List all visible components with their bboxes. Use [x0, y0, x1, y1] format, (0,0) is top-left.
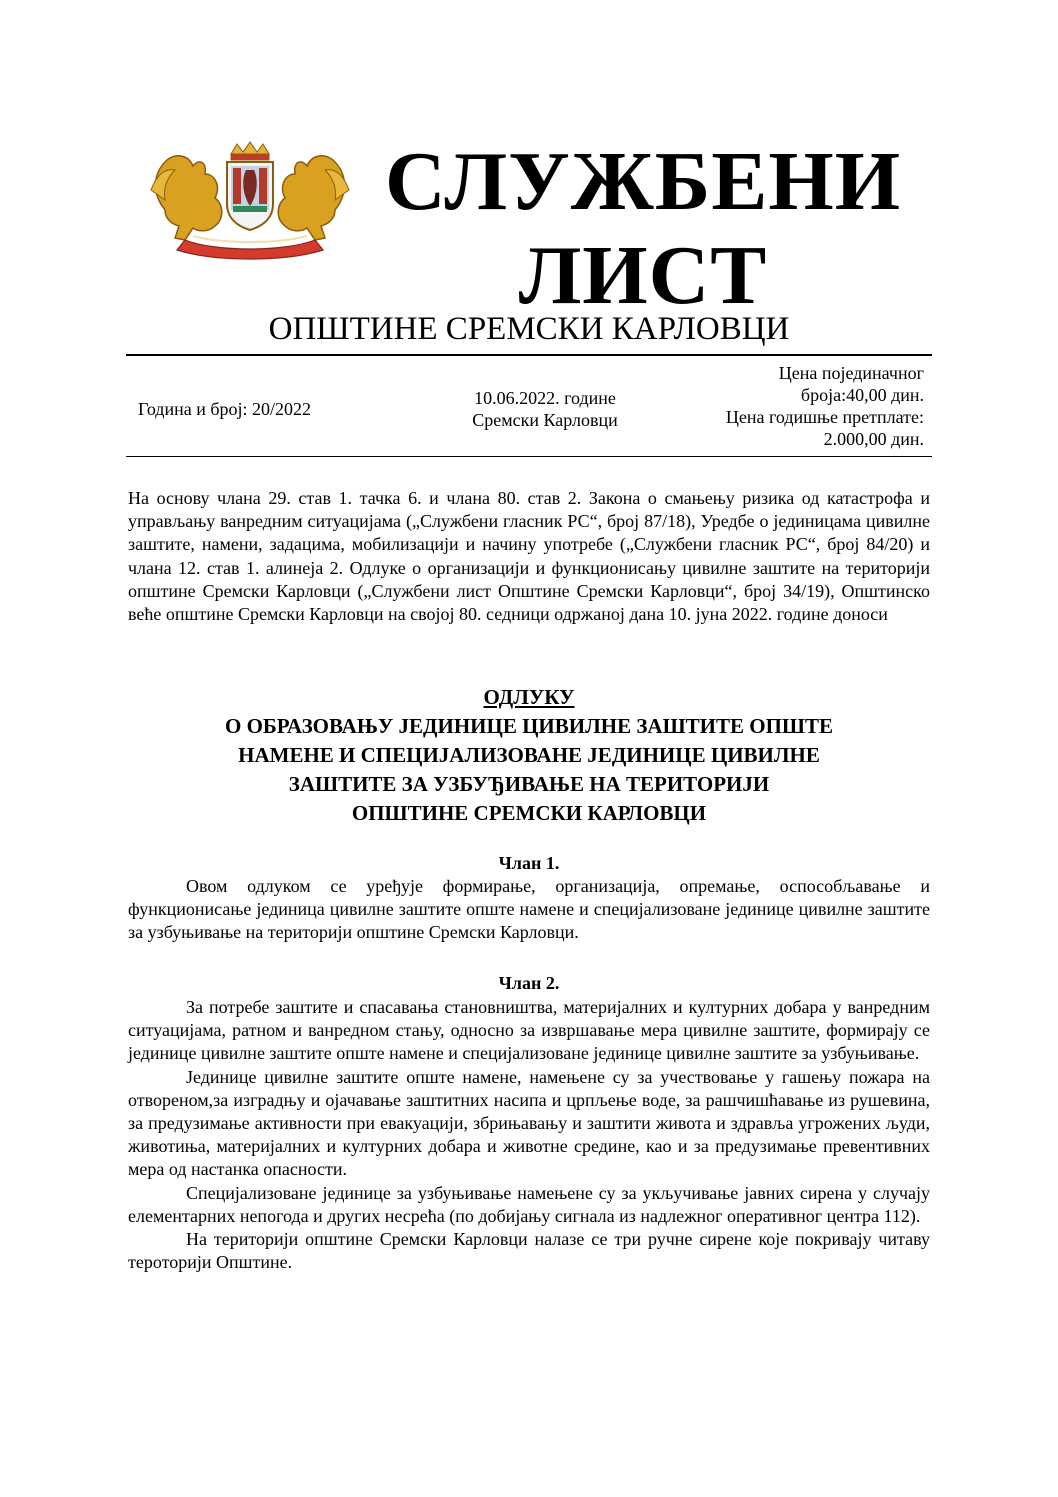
article-1-body — [128, 875, 930, 945]
decision-title-line1: О ОБРАЗОВАЊУ ЈЕДИНИЦЕ ЦИВИЛНЕ ЗАШТИТЕ ОПШТЕ — [224, 714, 833, 738]
header-rule-bottom — [126, 456, 932, 457]
article-1-paragraph: Овом одлуком се уређује формирање, организација, опремање, оспособљавање и функционисање јединица цивилне заштите опште намене и специјализоване јединице цивилне заштите за узбуњивање на територији општине Сремски Карловци. — [128, 876, 930, 943]
article-2-paragraph: Специјализоване јединице за узбуњивање намењене су за укључивање јавних сирена у случају елементарних непогода и других несрећа (по добијању сигнала из надлежног оперативног центра 112). — [128, 1182, 930, 1226]
decision-title-line3: ЗАШТИТЕ ЗА УЗБУЂИВАЊЕ НА ТЕРИТОРИЈИ — [288, 772, 770, 796]
price-annual-line1: Цена годишње претплате: — [725, 407, 924, 427]
decision-title-line4: ОПШТИНЕ СРЕМСКИ КАРЛОВЦИ — [351, 801, 707, 825]
article-2-heading: Члан 2. — [498, 973, 560, 993]
article-2-paragraph: На територији општине Сремски Карловци налазе се три ручне сирене које покривају читаву тероторији Општине. — [128, 1229, 930, 1273]
issue-date: 10.06.2022. године — [474, 388, 616, 408]
issue-place: Сремски Карловци — [472, 410, 618, 430]
article-2-body — [128, 996, 930, 1274]
decision-heading: ОДЛУКУ — [483, 685, 575, 709]
price-single-line2: броја:40,00 дин. — [800, 385, 924, 405]
issue-date-place — [440, 387, 650, 431]
article-1-heading: Члан 1. — [498, 853, 560, 873]
issue-year-number: Година и број: 20/2022 — [138, 399, 312, 419]
preamble-paragraph: На основу члана 29. став 1. тачка 6. и члана 80. став 2. Закона о смањењу ризика од катастрофа и управљању ванредним ситуацијама („Службени гласник РС“, број 87/18), Уредбе о јединицама цивилне заштите, намени, задацима, мобилизацији и начину употребе („Службени гласник РС“, број 84/20) и члана 12. став 1. алинеја 2. Одлуке о организацији и функционисању цивилне заштите на територији општине Сремски Карловци („Службени лист Општине Сремски Карловци“, број 34/19), Општинско веће општине Сремски Карловци на својој 80. седници одржаној дана 10. јуна 2022. године доноси — [128, 488, 930, 625]
header-rule-top — [126, 354, 932, 356]
masthead-subtitle: ОПШТИНЕ СРЕМСКИ КАРЛОВЦИ — [268, 311, 790, 347]
price-single-line1: Цена појединачног — [778, 363, 924, 383]
article-2-paragraph: Јединице цивилне заштите опште намене, намењене су за учествовање у гашењу пожара на отвореном,за изградњу и ојачавање заштитних насипа и црпљење воде, за рашчишћавање из рушевина, за предузимање активности при евакуацији, збрињавању и заштити живота и здравља угрожених људи, животиња, материјалних и културних добара и животне средине, као и за предузимање превентивних мера од настанка опасности. — [128, 1066, 930, 1180]
masthead-title-line1: СЛУЖБЕНИ — [384, 135, 902, 228]
article-2-paragraph: За потребе заштите и спасавања становништва, материјалних и културних добара у ванредним ситуацијама, ратном и ванредном стању, односно за извршавање мера цивилне заштите, формирају се јединице цивилне заштите опште намене и специјализоване јединице цивилне заштите за узбуњивање. — [128, 997, 930, 1064]
issue-prices — [676, 362, 924, 450]
decision-title-line2: НАМЕНЕ И СПЕЦИЈАЛИЗОВАНЕ ЈЕДИНИЦЕ ЦИВИЛНЕ — [238, 743, 820, 767]
coat-of-arms-icon — [145, 140, 355, 260]
price-annual-line2: 2.000,00 дин. — [823, 429, 924, 449]
decision-title — [128, 683, 930, 828]
masthead-title-line2: ЛИСТ — [518, 229, 768, 322]
